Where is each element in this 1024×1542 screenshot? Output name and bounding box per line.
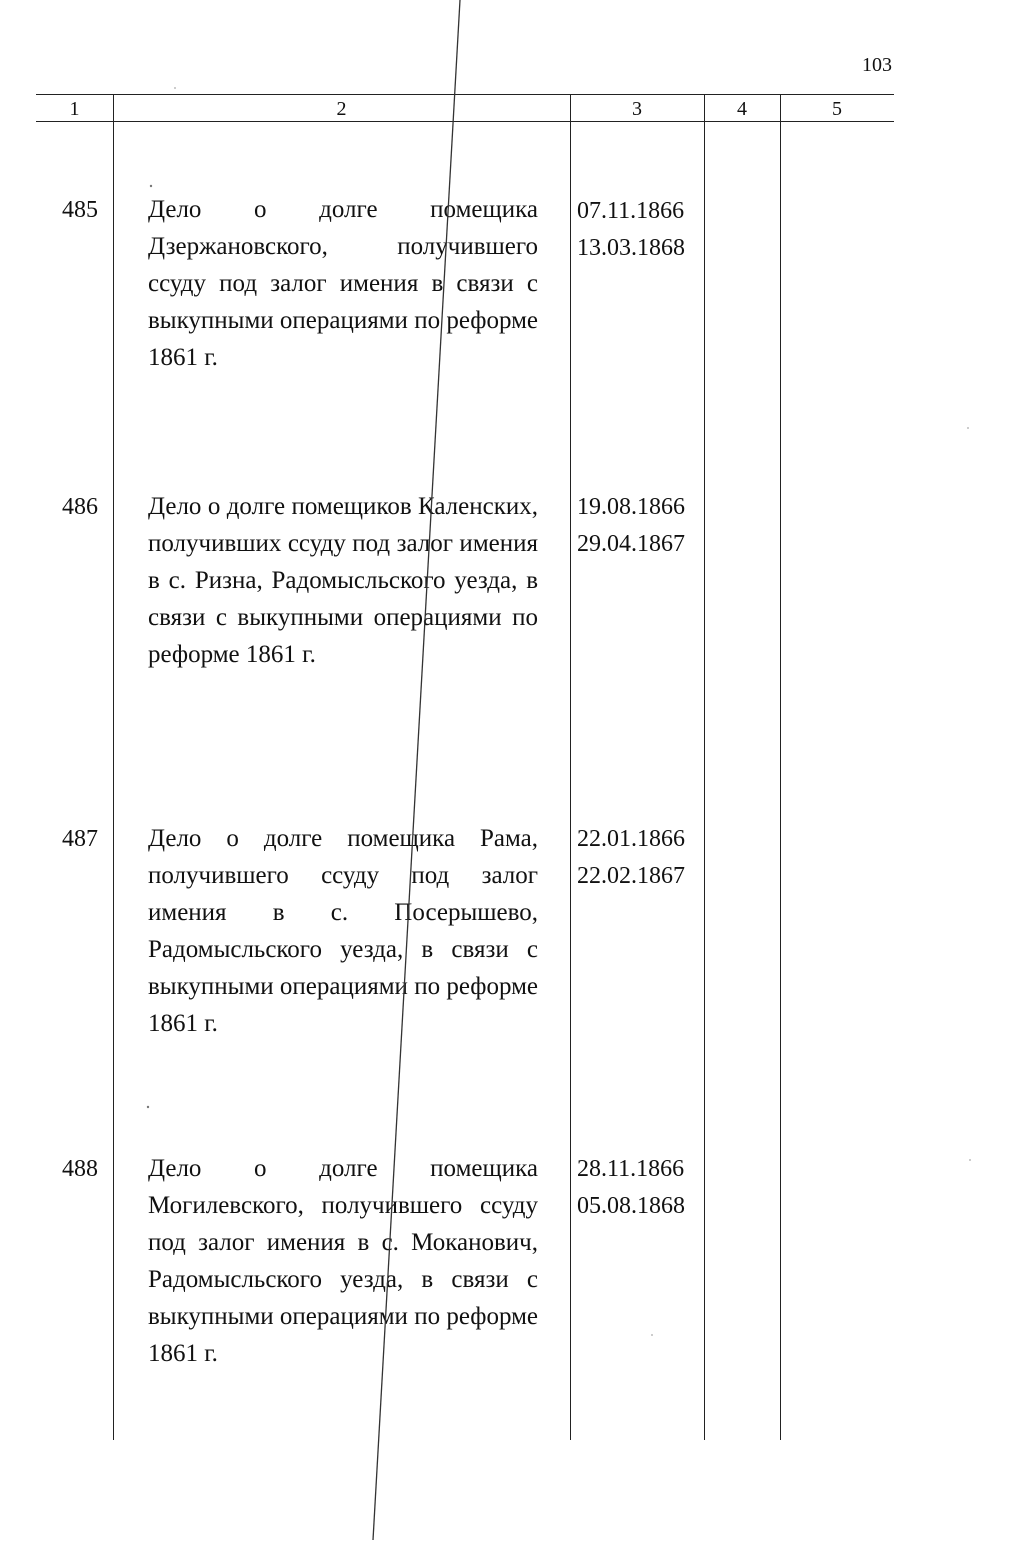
row-description: Дело о долге помещика Могилевского, получившего ссуду под залог имения в с. Моканович, Радомысльского уезда, в связи с выкупными операциями по реформе 1861 г. <box>148 1155 538 1367</box>
header-col-1: 1 <box>69 98 80 120</box>
scan-speck <box>969 1159 971 1161</box>
row-number: 486 <box>62 494 98 520</box>
scan-crease-line <box>373 0 460 1540</box>
date-end: 22.02.1867 <box>577 863 685 889</box>
scan-speck <box>174 87 176 89</box>
row-description: Дело о долге помещика Дзержановского, получившего ссуду под залог имения в связи с выкупными операциями по реформе 1861 г. <box>148 196 538 371</box>
row-number: 485 <box>62 197 98 223</box>
header-col-5: 5 <box>832 98 842 120</box>
date-start: 07.11.1866 <box>577 198 685 224</box>
row-number: 487 <box>62 826 98 852</box>
date-start: 28.11.1866 <box>577 1156 685 1182</box>
scan-speck <box>967 427 969 429</box>
header-col-3: 3 <box>632 98 642 120</box>
scan-speck <box>147 1106 149 1108</box>
date-end: 13.03.1868 <box>577 235 685 261</box>
row-description: Дело о долге помещиков Каленских, получивших ссуду под залог имения в с. Ризна, Радомысльского уезда, в связи с выкупными операциями по реформе 1861 г. <box>148 493 538 668</box>
scan-speck <box>651 1334 653 1336</box>
row-number: 488 <box>62 1156 98 1182</box>
page-number: 103 <box>862 54 892 76</box>
header-col-4: 4 <box>737 98 747 120</box>
row-description: Дело о долге помещика Рама, получившего ссуду под залог имения в с. Посерышево, Радомысльского уезда, в связи с выкупными операциями по реформе 1861 г. <box>148 825 538 1037</box>
date-end: 29.04.1867 <box>577 531 685 557</box>
date-start: 19.08.1866 <box>577 494 685 520</box>
scan-speck <box>150 185 152 187</box>
date-start: 22.01.1866 <box>577 826 685 852</box>
date-end: 05.08.1868 <box>577 1193 685 1219</box>
header-col-2: 2 <box>336 98 347 120</box>
